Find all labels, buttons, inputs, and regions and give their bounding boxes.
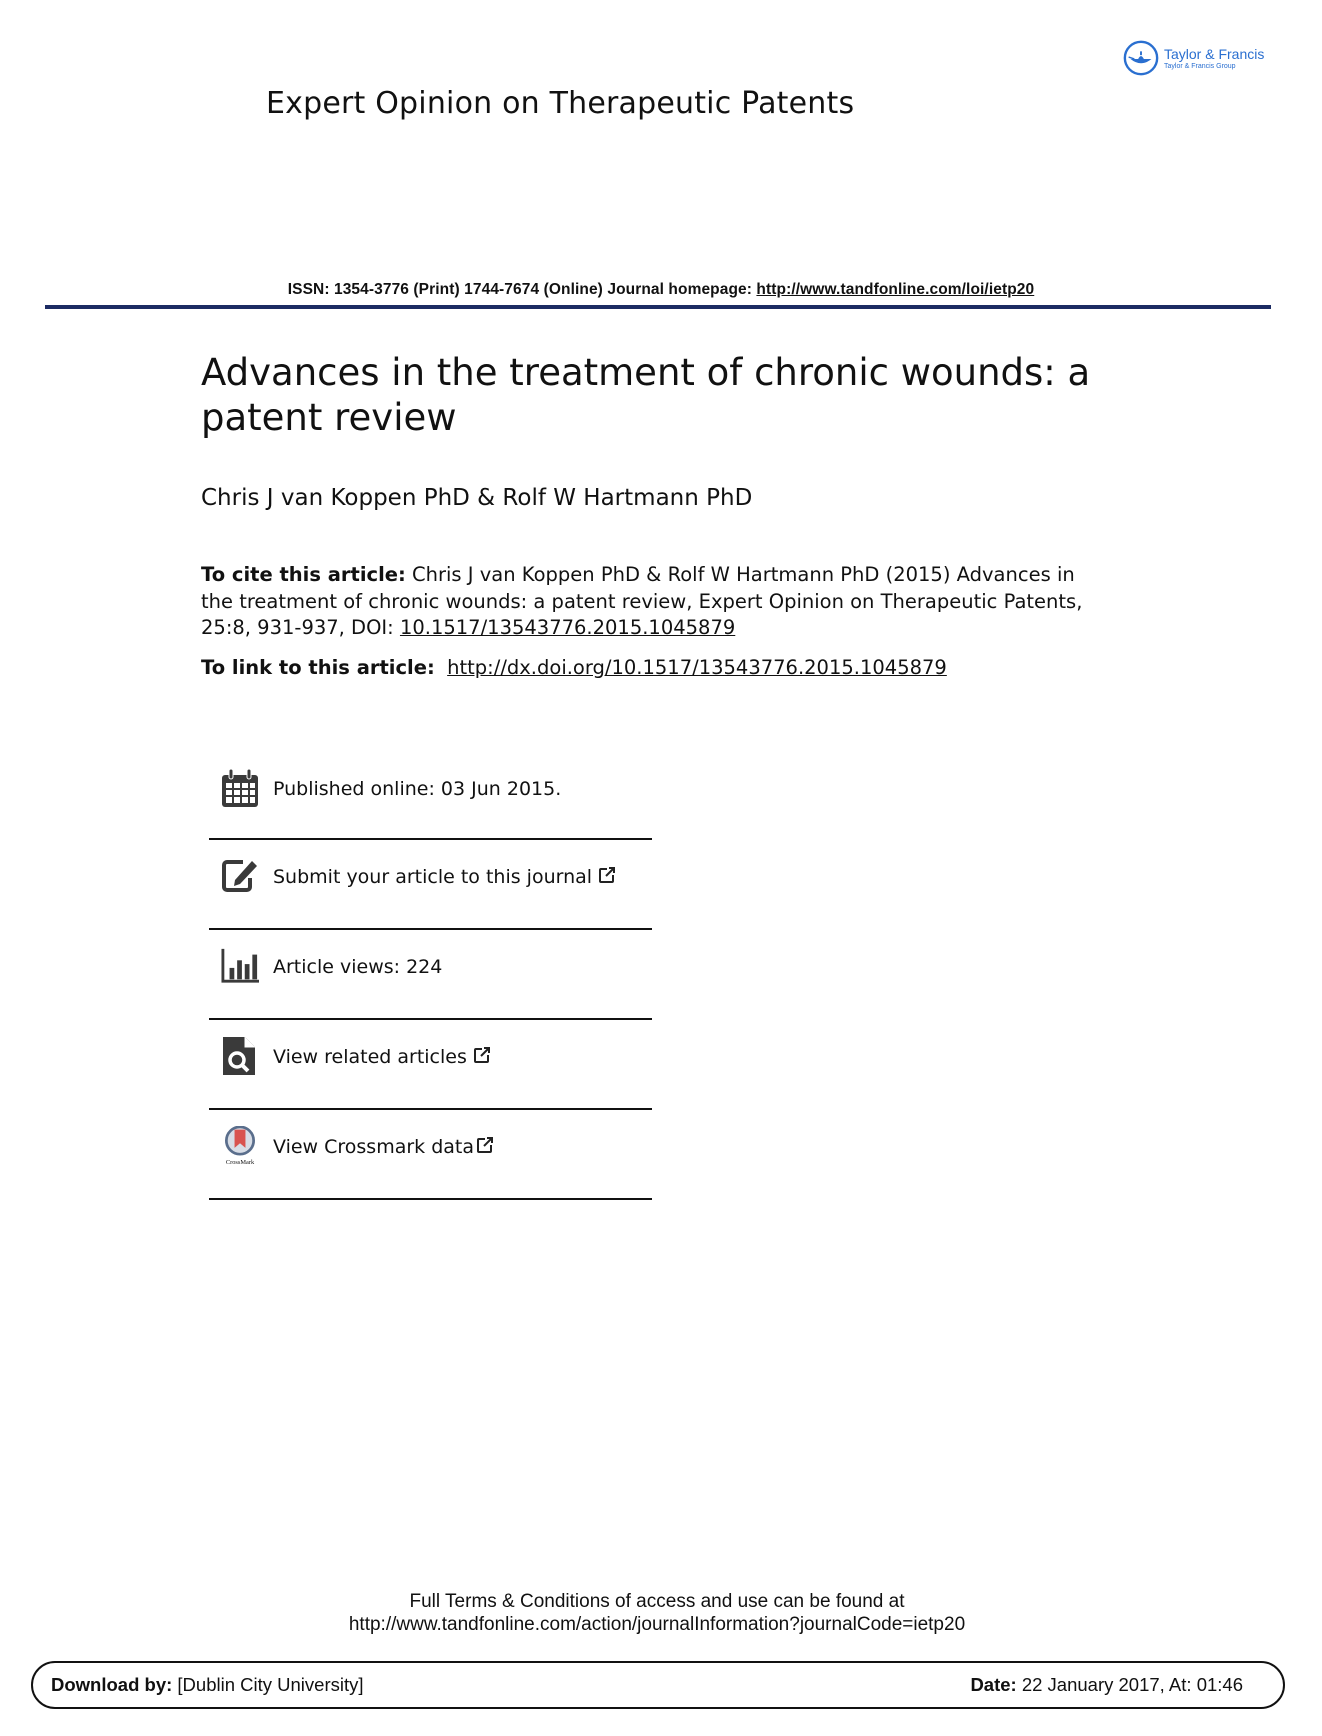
info-item-views: [209, 930, 652, 1020]
publisher-name: Taylor & Francis: [1164, 45, 1265, 62]
terms-line-1: Full Terms & Conditions of access and use can be found at: [409, 1591, 905, 1612]
info-item-crossmark[interactable]: [209, 1110, 652, 1200]
calendar-icon: [221, 768, 259, 808]
crossmark-link[interactable]: [273, 1136, 494, 1158]
edit-icon: [221, 856, 259, 896]
info-item-related[interactable]: [209, 1020, 652, 1110]
article-link-line: [201, 656, 947, 679]
download-by-label: Download by:: [51, 1674, 173, 1695]
submit-article-label: Submit your article to this journal: [273, 866, 593, 888]
citation-block: [201, 562, 1101, 642]
crossmark-label: View Crossmark data: [273, 1136, 475, 1158]
download-by-value: [Dublin City University]: [172, 1674, 364, 1695]
issn-line: [0, 281, 1322, 299]
crossmark-icon: [221, 1126, 259, 1166]
crossmark-caption: CrossMark: [225, 1159, 255, 1166]
publisher-logo[interactable]: [1122, 38, 1282, 78]
related-articles-label: View related articles: [273, 1046, 467, 1068]
submit-article-link[interactable]: [273, 866, 616, 888]
download-by: [51, 1674, 364, 1696]
issn-text: ISSN: 1354-3776 (Print) 1744-7674 (Online) Journal homepage:: [287, 281, 757, 298]
journal-homepage-link[interactable]: http://www.tandfonline.com/loi/ietp20: [756, 281, 1035, 298]
external-link-icon: [473, 1046, 491, 1064]
article-views: Article views: 224: [273, 956, 443, 978]
article-authors: Chris J van Koppen PhD & Rolf W Hartmann PhD: [201, 485, 753, 511]
download-date-value: 22 January 2017, At: 01:46: [1016, 1674, 1243, 1695]
article-title: Advances in the treatment of chronic wounds: a patent review: [201, 351, 1091, 439]
terms-url[interactable]: http://www.tandfonline.com/action/journalInformation?journalCode=ietp20: [348, 1614, 966, 1635]
publisher-subtitle: Taylor & Francis Group: [1164, 62, 1236, 70]
download-date-label: Date:: [970, 1674, 1017, 1695]
terms-notice: [0, 1590, 1314, 1636]
citation-text: Chris J van Koppen PhD & Rolf W Hartmann PhD (2015) Advances in the treatment of chronic wounds: a patent review, Expert Opinion on Therapeutic Patents, 25:8, 931-937, DOI:: [201, 563, 1083, 639]
bar-chart-icon: [221, 946, 259, 986]
published-date: Published online: 03 Jun 2015.: [273, 778, 562, 800]
header-rule: [45, 305, 1271, 309]
article-link-label: To link to this article:: [201, 656, 435, 679]
journal-title: Expert Opinion on Therapeutic Patents: [266, 86, 855, 121]
external-link-icon: [598, 866, 616, 884]
external-link-icon: [476, 1136, 494, 1154]
related-articles-link[interactable]: [273, 1046, 491, 1068]
info-item-submit[interactable]: [209, 840, 652, 930]
taylor-francis-lamp-icon: [1122, 39, 1160, 77]
citation-label: To cite this article:: [201, 563, 406, 586]
info-item-published: [209, 752, 652, 840]
download-date: [970, 1674, 1243, 1696]
doi-link[interactable]: 10.1517/13543776.2015.1045879: [399, 616, 736, 639]
article-info-list: [209, 752, 652, 1200]
download-info-bar: [31, 1661, 1285, 1709]
document-search-icon: [221, 1036, 259, 1076]
article-doi-url[interactable]: http://dx.doi.org/10.1517/13543776.2015.1045879: [447, 656, 947, 679]
